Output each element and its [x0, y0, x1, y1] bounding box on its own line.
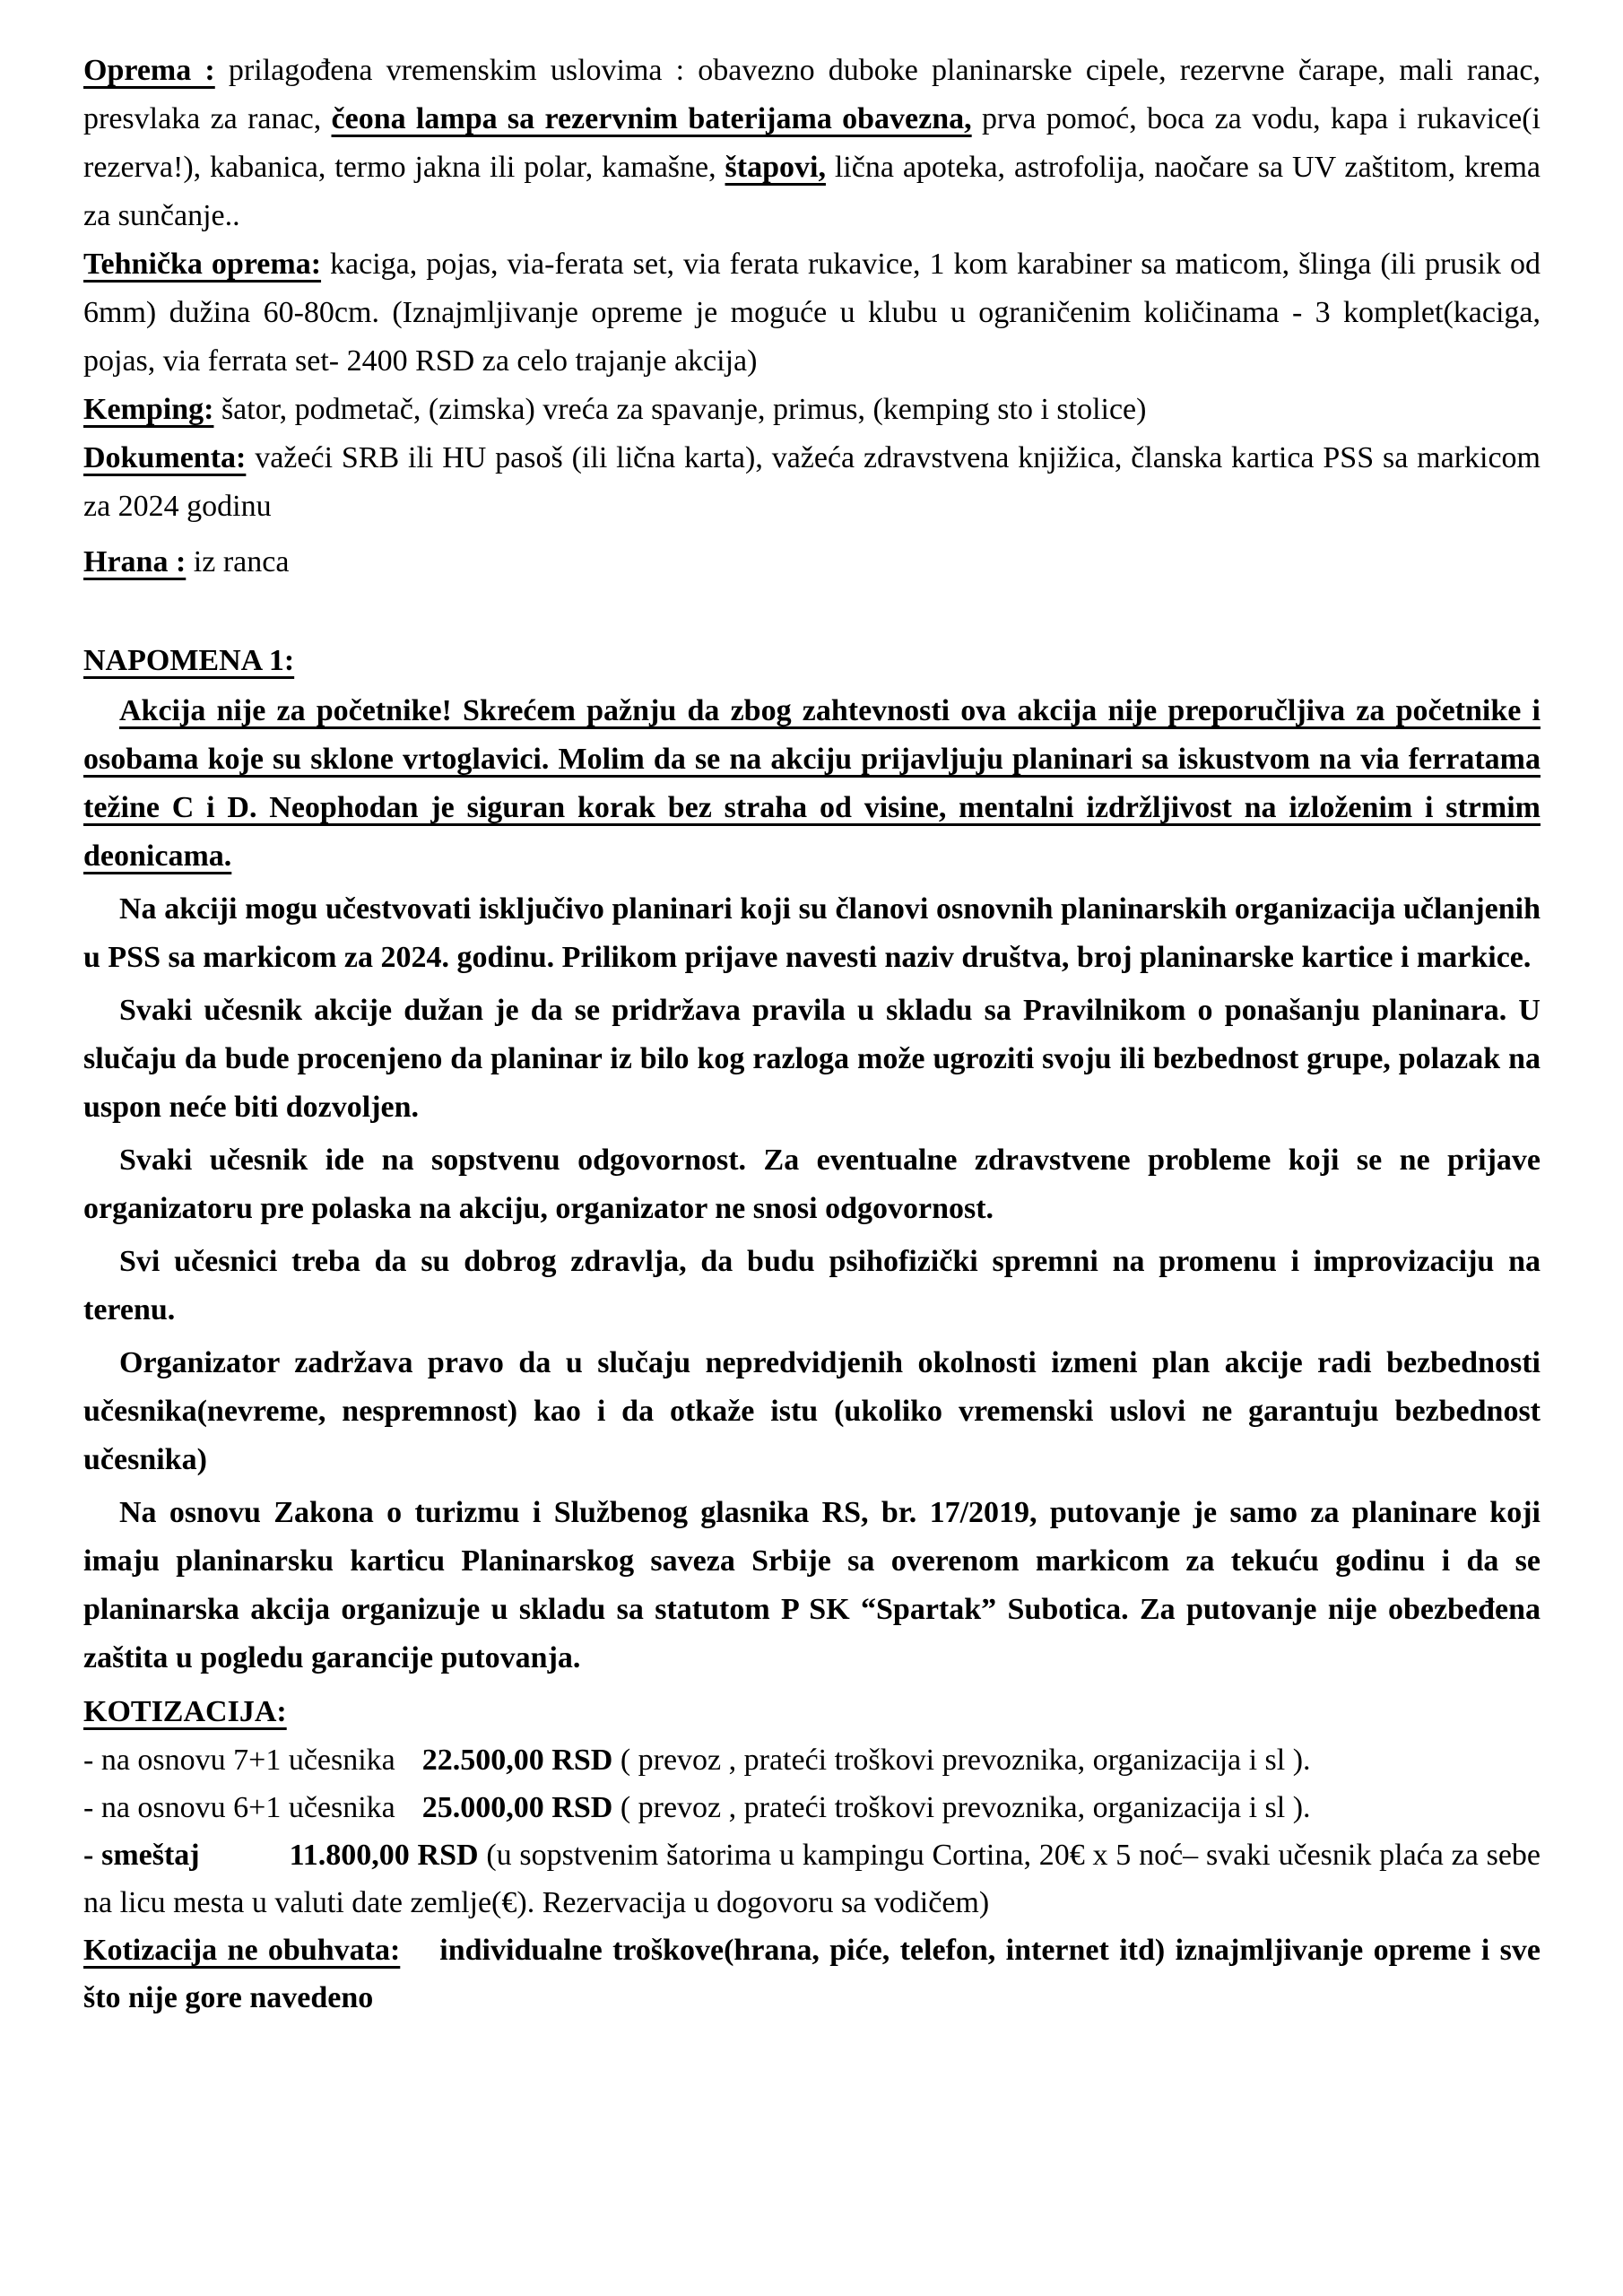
- hrana-label: Hrana :: [83, 545, 187, 578]
- oprema-paragraph: [83, 47, 1541, 240]
- price-option-6plus1-prefix: - na osnovu 6+1 učesnika: [83, 1791, 395, 1824]
- accommodation-label: - smeštaj: [83, 1839, 200, 1872]
- price-option-7plus1-suffix: ( prevoz , prateći troškovi prevoznika, organizacija i sl ).: [612, 1744, 1311, 1777]
- tehnicka-oprema-text: kaciga, pojas, via-ferata set, via ferata rukavice, 1 kom karabiner sa maticom, šlinga (ili prusik od 6mm) dužina 60-80cm. (Iznajmljivanje opreme je moguće u klubu u ograničenim količinama - 3 komplet(kaciga, pojas, via ferrata set- 2400 RSD za celo trajanje akcija): [83, 248, 1541, 378]
- oprema-text-1: prilagođena vremenskim uslovima : obavezno duboke planinarske cipele, rezervne čarape, mali ranac, presvlaka za ranac,: [83, 54, 1541, 135]
- price-option-6plus1-amount: 25.000,00 RSD: [421, 1791, 613, 1824]
- price-option-7plus1-amount: 22.500,00 RSD: [421, 1744, 613, 1777]
- rule-paragraph-responsibility: Svaki učesnik ide na sopstvenu odgovornost. Za eventualne zdravstvene probleme koji se ne prijave organizatoru pre polaska na akciju, organizator ne snosi odgovornost.: [83, 1144, 1541, 1225]
- stapovi-bold-text: štapovi,: [725, 151, 826, 184]
- rule-paragraph-conduct: Svaki učesnik akcije dužan je da se pridržava pravila u skladu sa Pravilnikom o ponašanju planinara. U slučaju da bude procenjeno da planinar iz bilo kog razloga može ugroziti svoju ili bezbednost grupe, polazak na uspon neće biti dozvoljen.: [83, 994, 1541, 1124]
- dokumenta-text: važeći SRB ili HU pasoš (ili lična karta), važeća zdravstvena knjižica, članska kartica PSS sa markicom za 2024 godinu: [83, 441, 1541, 523]
- hrana-text: iz ranca: [186, 545, 290, 578]
- tehnicka-oprema-label: Tehnička oprema:: [83, 248, 322, 281]
- rule-paragraph-law: Na osnovu Zakona o turizmu i Službenog glasnika RS, br. 17/2019, putovanje je samo za planinare koji imaju planinarsku karticu Planinarskog saveza Srbije sa overenom markicom za tekuću godinu i da se planinarska akcija organizuje u skladu sa statutom P SK “Spartak” Subotica. Za putovanje nije obezbeđena zaštita u pogledu garancije putovanja.: [83, 1496, 1541, 1674]
- excludes-text: individualne troškove(hrana, piće, telefon, internet itd) iznajmljivanje opreme i sve što nije gore navedeno: [83, 1934, 1541, 2014]
- price-option-6plus1: [83, 1784, 1541, 1831]
- excludes-paragraph: [83, 1926, 1541, 2022]
- rule-paragraph-organizer-rights: Organizator zadržava pravo da u slučaju nepredvidjenih okolnosti izmeni plan akcije radi bezbednosti učesnika(nevreme, nespremnost) kao i da otkaže istu (ukoliko vremenski uslovi ne garantuju bezbednost učesnika): [83, 1346, 1541, 1476]
- excludes-label: Kotizacija ne obuhvata:: [83, 1934, 401, 1967]
- dokumenta-label: Dokumenta:: [83, 441, 247, 474]
- oprema-label: Oprema :: [83, 54, 215, 87]
- warning-paragraph: Akcija nije za početnike! Skrećem pažnju da zbog zahtevnosti ova akcija nije preporučljiva za početnike i osobama koje su sklone vrtoglavici. Molim da se na akciju prijavljuju planinari sa iskustvom na via ferratama težine C i D. Neophodan je siguran korak bez straha od visine, mentalni izdržljivost na izloženim i strmim deonicama.: [83, 694, 1541, 873]
- napomena-heading: NAPOMENA 1:: [83, 644, 295, 677]
- kemping-label: Kemping:: [83, 393, 214, 426]
- accommodation-paragraph: [83, 1831, 1541, 1926]
- dokumenta-paragraph: [83, 434, 1541, 531]
- price-option-6plus1-suffix: ( prevoz , prateći troškovi prevoznika, organizacija i sl ).: [612, 1791, 1311, 1824]
- hrana-paragraph: [83, 538, 1541, 587]
- tehnicka-oprema-paragraph: [83, 240, 1541, 386]
- kemping-text: šator, podmetač, (zimska) vreća za spavanje, primus, (kemping sto i stolice): [213, 393, 1147, 426]
- rule-paragraph-health: Svi učesnici treba da su dobrog zdravlja, da budu psihofizički spremni na promenu i improvizaciju na terenu.: [83, 1245, 1541, 1326]
- accommodation-amount: 11.800,00 RSD: [289, 1839, 479, 1872]
- kemping-paragraph: [83, 386, 1541, 434]
- rule-paragraph-membership: Na akciji mogu učestvovati isključivo planinari koji su članovi osnovnih planinarskih organizacija učlanjenih u PSS sa markicom za 2024. godinu. Prilikom prijave navesti naziv društva, broj planinarske kartice i markice.: [83, 892, 1541, 974]
- oprema-text-3: lična apoteka, astrofolija, naočare sa UV zaštitom, krema za sunčanje..: [83, 151, 1541, 232]
- headlamp-bold-text: čeona lampa sa rezervnim baterijama obavezna,: [331, 102, 972, 135]
- oprema-text-2: prva pomoć, boca za vodu, kapa i rukavice(i rezerva!), kabanica, termo jakna ili polar, kamašne,: [83, 102, 1541, 184]
- price-option-7plus1: [83, 1736, 1541, 1784]
- price-option-7plus1-prefix: - na osnovu 7+1 učesnika: [83, 1744, 395, 1777]
- kotizacija-heading: KOTIZACIJA:: [83, 1695, 287, 1728]
- accommodation-text: (u sopstvenim šatorima u kampingu Cortina, 20€ x 5 noć– svaki učesnik plaća za sebe na licu mesta u valuti date zemlje(€). Rezervacija u dogovoru sa vodičem): [83, 1839, 1541, 1919]
